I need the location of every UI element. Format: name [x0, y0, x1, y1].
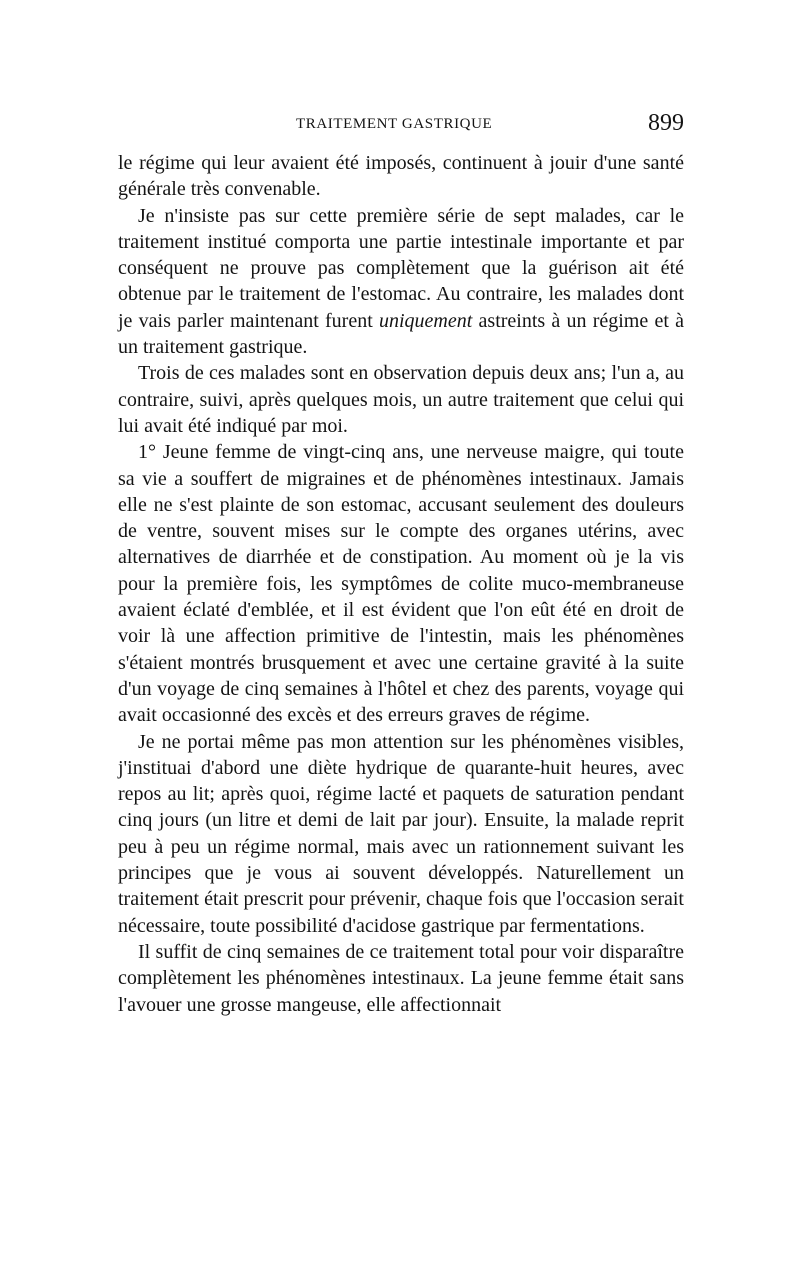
page-header: [118, 110, 684, 140]
running-title: TRAITEMENT GASTRIQUE: [296, 116, 493, 132]
paragraph: Il suffit de cinq semaines de ce traitement total pour voir disparaître complètement les phénomènes intestinaux. La jeune femme était sans l'avouer une grosse mangeuse, elle affectionnait: [118, 940, 684, 1016]
page-number: 899: [648, 110, 684, 136]
paragraph: Trois de ces malades sont en observation depuis deux ans; l'un a, au contraire, suivi, après quelques mois, un autre traitement que celui qui lui avait été indiqué par moi.: [118, 362, 684, 437]
paragraph-text: Je n'insiste pas sur cette première série de sept malades, car le traitement institué comporta une partie intestinale importante et par conséquent ne prouve pas complètement que la guérison ait été obtenue par le traitement de l'estomac. Au contraire, les malades dont je vais parler maintenant furent: [118, 204, 684, 332]
paragraph: le régime qui leur avaient été imposés, continuent à jouir d'une santé générale très convenable.: [118, 152, 684, 201]
paragraph: Je ne portai même pas mon attention sur les phénomènes visibles, j'instituai d'abord une diète hydrique de quarante-huit heures, avec repos au lit; après quoi, régime lacté et paquets de saturation pendant cinq jours (un litre et demi de lait par jour). Ensuite, la malade reprit peu à peu un régime normal, mais avec un rationnement suivant les principes que je vous ai souvent développés. Naturellement un traitement était prescrit pour prévenir, chaque fois que l'occasion serait nécessaire, toute possibilité d'acidose gastrique par fermentations.: [118, 730, 684, 937]
paragraph: 1° Jeune femme de vingt-cinq ans, une nerveuse maigre, qui toute sa vie a souffert de migraines et de phénomènes intestinaux. Jamais elle ne s'est plainte de son estomac, accusant seulement des douleurs de ventre, souvent mises sur le compte des organes utérins, avec alternatives de diarrhée et de constipation. Au moment où je la vis pour la première fois, les symptômes de colite muco-membraneuse avaient éclaté d'emblée, et il est évident que l'on eût été en droit de voir là une affection primitive de l'intestin, mais les phénomènes s'étaient montrés brusquement et avec une certaine gravité à la suite d'un voyage de cinq semaines à l'hôtel et chez des parents, voyage qui avait occasionné des excès et des erreurs graves de régime.: [118, 441, 684, 727]
paragraph: [118, 203, 684, 361]
paragraph-text: astreints à un régime et à un traitement gastrique.: [118, 309, 684, 359]
body-text: [118, 150, 684, 1018]
emphasized-word: uniquement: [379, 309, 473, 332]
